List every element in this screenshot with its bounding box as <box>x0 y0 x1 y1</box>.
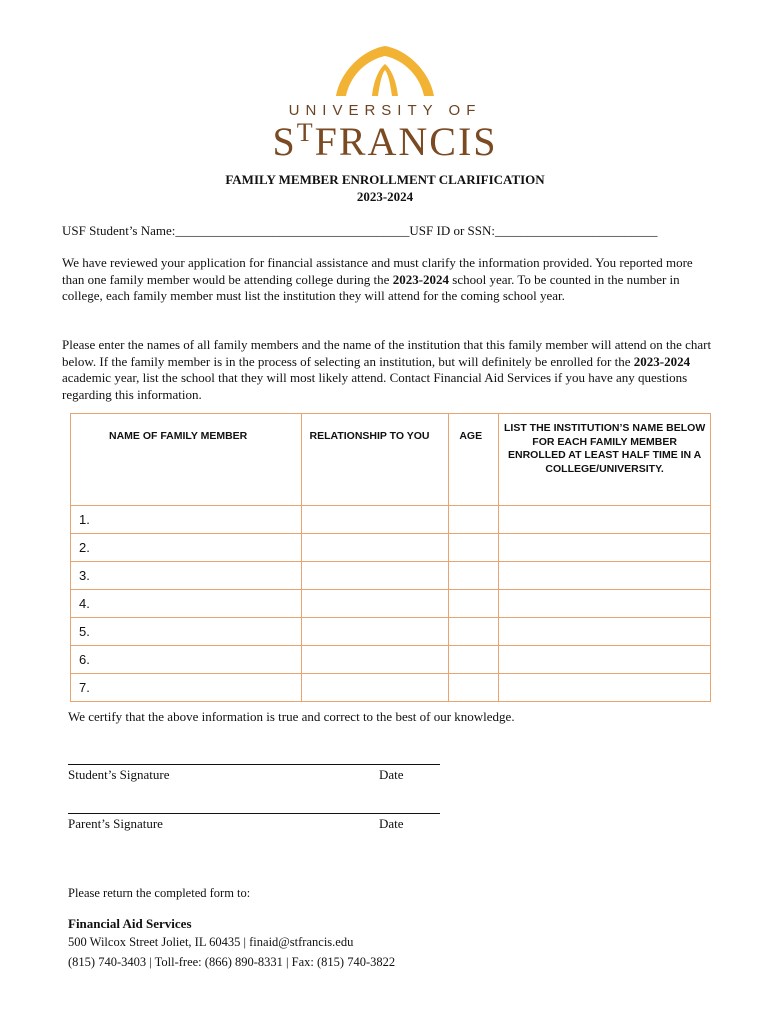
logo-st: S <box>272 119 297 164</box>
student-name-id-line: USF Student’s Name:____________________________________USF ID or SSN:_________________________ <box>62 223 658 238</box>
row-age-cell[interactable] <box>449 506 499 534</box>
form-year: 2023-2024 <box>356 189 414 204</box>
logo-francis: FRANCIS <box>314 119 498 164</box>
row-name-cell[interactable]: 3. <box>71 562 302 590</box>
intro-paragraph <box>62 255 712 305</box>
row-institution-cell[interactable] <box>499 506 711 534</box>
table-row <box>71 618 711 646</box>
row-age-cell[interactable] <box>449 590 499 618</box>
row-institution-cell[interactable] <box>499 646 711 674</box>
office-address: 500 Wilcox Street Joliet, IL 60435 | finaid@stfrancis.edu <box>68 935 354 949</box>
logo-st-t: T <box>296 118 315 147</box>
university-logo <box>0 42 770 162</box>
office-name: Financial Aid Services <box>68 916 192 931</box>
arch-icon <box>332 42 438 98</box>
row-age-cell[interactable] <box>449 674 499 702</box>
para2-year: 2023-2024 <box>633 353 691 369</box>
logo-st-francis <box>0 118 770 165</box>
parent-date-label: Date <box>379 816 404 831</box>
row-relationship-cell[interactable] <box>301 534 449 562</box>
row-relationship-cell[interactable] <box>301 590 449 618</box>
instructions-paragraph <box>62 337 712 403</box>
student-date-label: Date <box>379 767 404 782</box>
table-header-row <box>71 414 711 506</box>
para1-post: school year. To be counted in the number in college, each family member must list the institution they will attend for the coming school year. <box>62 271 680 303</box>
table-row <box>71 562 711 590</box>
header-institution: LIST THE INSTITUTION’S NAME BELOW FOR EACH FAMILY MEMBER ENROLLED AT LEAST HALF TIME IN A COLLEGE/UNIVERSITY. <box>499 414 711 506</box>
row-name-cell[interactable]: 2. <box>71 534 302 562</box>
row-relationship-cell[interactable] <box>301 646 449 674</box>
table-row <box>71 506 711 534</box>
para1-year: 2023-2024 <box>392 271 450 287</box>
header-name: NAME OF FAMILY MEMBER <box>71 414 302 506</box>
row-institution-cell[interactable] <box>499 618 711 646</box>
row-name-cell[interactable]: 7. <box>71 674 302 702</box>
row-name-cell[interactable]: 6. <box>71 646 302 674</box>
office-phones: (815) 740-3403 | Toll-free: (866) 890-8331 | Fax: (815) 740-3822 <box>68 955 396 969</box>
logo-university-of: UNIVERSITY OF <box>288 102 482 119</box>
row-relationship-cell[interactable] <box>301 618 449 646</box>
row-relationship-cell[interactable] <box>301 562 449 590</box>
para1-pre: We have reviewed your application for financial assistance and must clarify the information provided. You reported more than one family member would be attending college during the <box>62 255 693 287</box>
row-relationship-cell[interactable] <box>301 674 449 702</box>
row-name-cell[interactable]: 4. <box>71 590 302 618</box>
student-signature-label: Student’s Signature <box>68 767 170 782</box>
return-instructions: Please return the completed form to: <box>68 886 251 900</box>
row-relationship-cell[interactable] <box>301 506 449 534</box>
certification-statement: We certify that the above information is true and correct to the best of our knowledge. <box>68 709 515 724</box>
row-institution-cell[interactable] <box>499 590 711 618</box>
para2-post: academic year, list the school that they will most likely attend. Contact Financial Aid Services if you have any questions regarding this information. <box>62 370 688 402</box>
form-title: FAMILY MEMBER ENROLLMENT CLARIFICATION <box>225 172 545 187</box>
family-member-table <box>70 413 711 702</box>
row-institution-cell[interactable] <box>499 534 711 562</box>
row-institution-cell[interactable] <box>499 674 711 702</box>
table-row <box>71 646 711 674</box>
parent-signature-label: Parent’s Signature <box>68 816 163 831</box>
row-name-cell[interactable]: 1. <box>71 506 302 534</box>
table-row <box>71 534 711 562</box>
para2-pre: Please enter the names of all family members and the name of the institution that this family member will attend on the chart below. If the family member is in the process of selecting an institution, but will definitely be enrolled for the <box>62 337 712 369</box>
parent-signature-line[interactable] <box>68 813 440 814</box>
row-name-cell[interactable]: 5. <box>71 618 302 646</box>
row-age-cell[interactable] <box>449 618 499 646</box>
student-signature-line[interactable] <box>68 764 440 765</box>
row-age-cell[interactable] <box>449 562 499 590</box>
row-age-cell[interactable] <box>449 534 499 562</box>
row-institution-cell[interactable] <box>499 562 711 590</box>
header-relationship: RELATIONSHIP TO YOU <box>301 414 449 506</box>
header-age: AGE <box>449 414 499 506</box>
table-row <box>71 674 711 702</box>
row-age-cell[interactable] <box>449 646 499 674</box>
table-row <box>71 590 711 618</box>
